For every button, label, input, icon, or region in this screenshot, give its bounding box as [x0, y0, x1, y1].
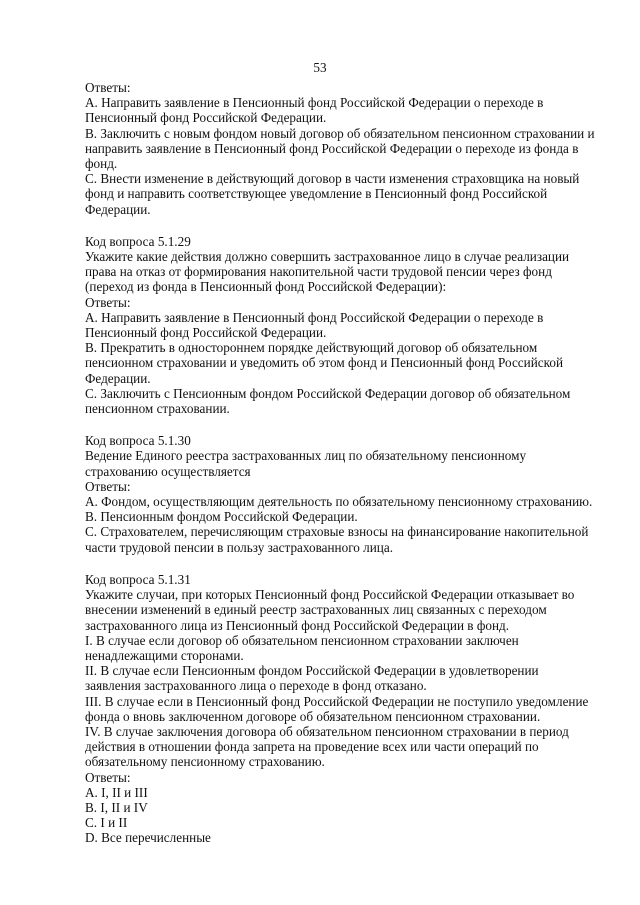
text-line: A. Направить заявление в Пенсионный фонд Российской Федерации о переходе в [85, 95, 544, 111]
question-block [85, 80, 595, 217]
text-line: фонд и направить соответствующее уведомление в Пенсионный фонд Российской [85, 186, 548, 202]
question-code: Код вопроса 5.1.29 [85, 233, 191, 249]
text-line: застрахованного лица из Пенсионный фонд Российской Федерации в фонд. [85, 617, 510, 633]
text-line: страхованию осуществляется [85, 463, 251, 479]
text-line: C. Внести изменение в действующий договор в части изменения страховщика на новый [85, 171, 580, 187]
text-line: внесении изменений в единый реестр застрахованных лиц связанных с переходом [85, 602, 547, 618]
text-line: A. I, II и III [85, 784, 148, 800]
question-block [85, 433, 593, 555]
document-body [85, 80, 595, 863]
text-line: Ответы: [85, 478, 131, 494]
text-line: Федерации. [85, 201, 151, 217]
question-code: Код вопроса 5.1.31 [85, 571, 191, 587]
text-line: Ответы: [85, 769, 131, 785]
text-line: Ведение Единого реестра застрахованных лиц по обязательному пенсионному [85, 448, 527, 464]
text-line: обязательному пенсионному страхованию. [85, 754, 325, 770]
text-line: действия в отношении фонда запрета на проведение всех или части операций по [85, 739, 539, 755]
text-line: направить заявление в Пенсионный фонд Российской Федерации о переходе из фонда в [85, 140, 579, 156]
text-line: Укажите какие действия должно совершить застрахованное лицо в случае реализации [85, 249, 570, 265]
text-line: Федерации. [85, 370, 151, 386]
text-line: Пенсионный фонд Российской Федерации. [85, 110, 327, 126]
text-line: права на отказ от формирования накопительной части трудовой пенсии через фонд [85, 264, 552, 280]
page-number: 53 [313, 60, 327, 75]
text-line: (переход из фонда в Пенсионный фонд Российской Федерации): [85, 279, 447, 295]
question-code: Код вопроса 5.1.30 [85, 433, 191, 449]
text-line: II. В случае если Пенсионным фондом Российской Федерации в удовлетворении [85, 663, 539, 679]
text-line: заявления застрахованного лица о переходе в фонд отказано. [85, 678, 427, 694]
text-line: D. Все перечисленные [85, 830, 211, 846]
text-line: A. Фондом, осуществляющим деятельность по обязательному пенсионному страхованию. [85, 494, 593, 510]
text-line: части трудовой пенсии в пользу застрахованного лица. [85, 539, 394, 555]
text-line: B. Пенсионным фондом Российской Федерации. [85, 509, 358, 525]
text-line: B. I, II и IV [85, 799, 148, 815]
text-line: пенсионном страховании и уведомить об этом фонд и Пенсионный фонд Российской [85, 355, 564, 371]
text-line: Ответы: [85, 80, 131, 95]
text-line: Укажите случаи, при которых Пенсионный фонд Российской Федерации отказывает во [85, 587, 575, 603]
text-line: A. Направить заявление в Пенсионный фонд Российской Федерации о переходе в [85, 309, 544, 325]
text-line: C. Страхователем, перечисляющим страховые взносы на финансирование накопительной [85, 524, 589, 540]
text-line: ненадлежащими сторонами. [85, 647, 244, 663]
text-line: B. Прекратить в одностороннем порядке действующий договор об обязательном [85, 340, 538, 356]
text-line: пенсионном страховании. [85, 401, 230, 417]
text-line: I. В случае если договор об обязательном пенсионном страховании заключен [85, 632, 519, 648]
question-block [85, 234, 585, 416]
text-line: III. В случае если в Пенсионный фонд Российской Федерации не поступило уведомление [85, 693, 589, 709]
text-line: B. Заключить с новым фондом новый договор об обязательном пенсионном страховании и [85, 125, 595, 141]
text-line: Ответы: [85, 294, 131, 310]
text-line: Пенсионный фонд Российской Федерации. [85, 325, 327, 341]
question-block [85, 571, 589, 846]
text-line: C. Заключить с Пенсионным фондом Российской Федерации договор об обязательном [85, 385, 571, 401]
text-line: IV. В случае заключения договора об обязательном пенсионном страховании в период [85, 723, 569, 739]
text-line: C. I и II [85, 815, 128, 831]
text-line: фонд. [85, 156, 118, 172]
text-line: фонда о вновь заключенном договоре об обязательном пенсионном страховании. [85, 708, 541, 724]
